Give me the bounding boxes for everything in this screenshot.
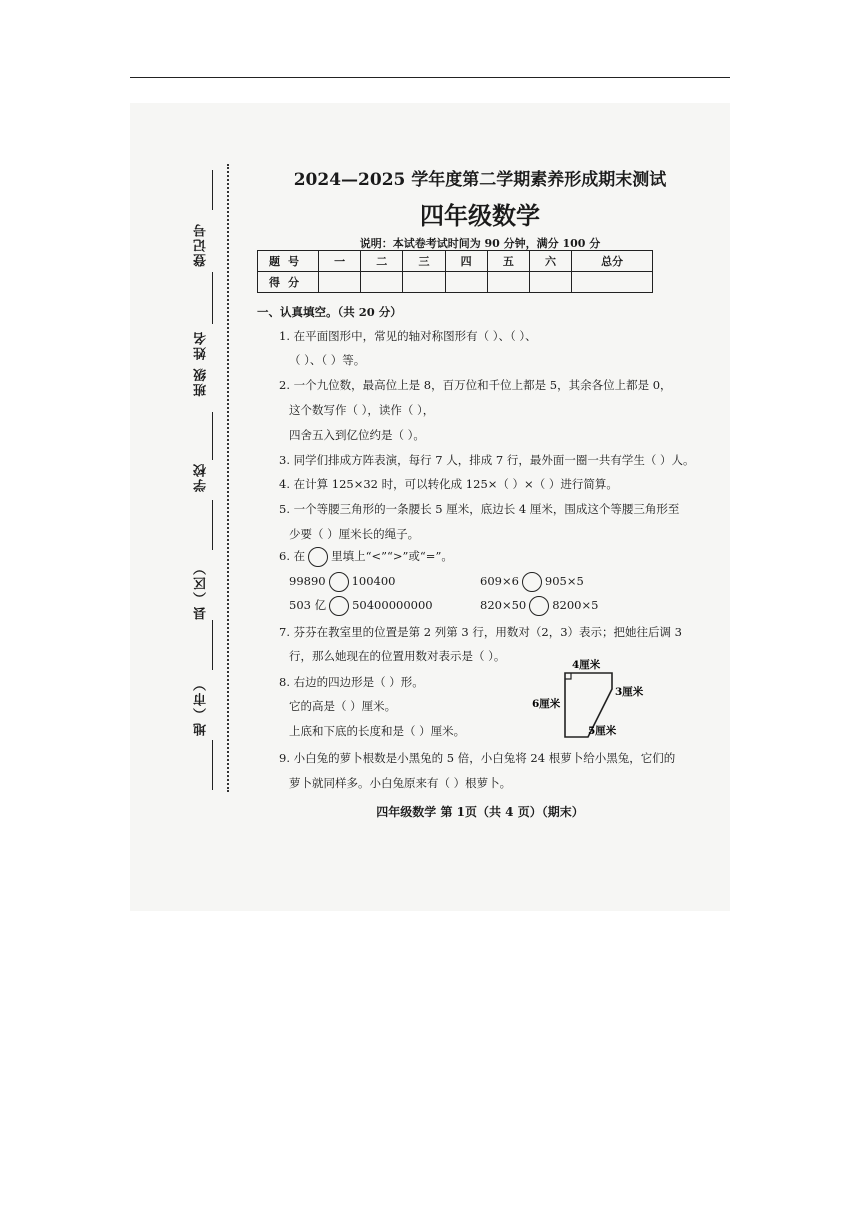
compare-circle[interactable]: [329, 572, 349, 592]
score-header-cell: 四: [445, 251, 487, 272]
class-blank-line: [212, 412, 213, 460]
compare-right: 100400: [351, 574, 396, 588]
q6-suffix: 里填上“<”“>”或“=”。: [331, 549, 453, 563]
name-blank-line: [212, 272, 213, 324]
county-label: 县（区）: [194, 560, 209, 620]
top-rule: [130, 77, 730, 78]
q1-line2: （ ）、（ ）等。: [289, 353, 366, 367]
score-row-label: 得分: [258, 272, 319, 293]
q2-line1: 2. 一个九位数，最高位上是 8，百万位和千位上都是 5，其余各位上都是 0，: [279, 378, 672, 392]
score-cell[interactable]: [487, 272, 529, 293]
score-header-cell: 六: [529, 251, 571, 272]
q1-line1: 1. 在平面图形中，常见的轴对称图形有（ ）、（ ）、: [279, 329, 537, 343]
score-cell[interactable]: [361, 272, 403, 293]
score-header-cell: 题号: [258, 251, 319, 272]
height-label: 6厘米: [532, 698, 561, 710]
school-blank-line: [212, 500, 213, 550]
q2-line2: 这个数写作（ ），读作（ ），: [289, 403, 435, 417]
compare-circle[interactable]: [529, 596, 549, 616]
score-header-cell: 五: [487, 251, 529, 272]
right-angle-mark: [565, 673, 571, 679]
score-header-cell: 三: [403, 251, 445, 272]
score-cell[interactable]: [572, 272, 653, 293]
q6-prefix: 6. 在: [279, 549, 306, 563]
score-table-score-row: [258, 272, 653, 293]
page-footer: 四年级数学 第 1页（共 4 页）（期末）: [376, 805, 584, 819]
binding-dotted-line: [227, 164, 229, 792]
compare-item: [289, 572, 396, 592]
q6-line: [279, 547, 453, 567]
reg-label: 登记号: [194, 222, 209, 267]
city-blank-line: [212, 740, 213, 790]
answer-circle: [308, 547, 328, 567]
compare-right: 8200×5: [552, 598, 599, 612]
compare-left: 99890: [289, 574, 326, 588]
q9-line1: 9. 小白兔的萝卜根数是小黑兔的 5 倍，小白兔将 24 根萝卜给小黑兔，它们的: [279, 751, 676, 765]
right-trapezoid-figure: [520, 655, 650, 740]
score-cell[interactable]: [445, 272, 487, 293]
q4-line: 4. 在计算 125×32 时，可以转化成 125×（ ）×（ ）进行简算。: [279, 477, 618, 491]
compare-left: 609×6: [480, 574, 519, 588]
compare-circle[interactable]: [329, 596, 349, 616]
top-base-label: 4厘米: [572, 659, 601, 671]
compare-left: 503 亿: [289, 598, 327, 612]
compare-item: [289, 596, 433, 616]
q9-line2: 萝卜就同样多。小白兔原来有（ ）根萝卜。: [289, 776, 512, 790]
compare-right: 50400000000: [352, 598, 433, 612]
name-label: 班级 姓名: [194, 330, 209, 397]
city-label: 地（市）: [194, 676, 209, 736]
score-table: [257, 250, 653, 293]
slant-side-label: 5厘米: [588, 725, 617, 737]
compare-right: 905×5: [544, 574, 584, 588]
exam-title: 2024—2025 学年度第二学期素养形成期末测试: [293, 170, 667, 190]
compare-item: [480, 596, 598, 616]
county-blank-line: [212, 620, 213, 670]
compare-circle[interactable]: [522, 572, 542, 592]
q8-line1: 8. 右边的四边形是（ ）形。: [279, 675, 424, 689]
q5-line2: 少要（ ）厘米长的绳子。: [289, 527, 420, 541]
reg-blank-line: [212, 170, 213, 210]
exam-subtitle: 四年级数学: [420, 202, 540, 230]
q7-line2: 行，那么她现在的位置用数对表示是（ ）。: [289, 649, 506, 663]
compare-item: [480, 572, 584, 592]
score-header-cell: 总分: [572, 251, 653, 272]
q8-line3: 上底和下底的长度和是（ ）厘米。: [289, 724, 466, 738]
score-cell[interactable]: [319, 272, 361, 293]
score-cell[interactable]: [529, 272, 571, 293]
score-header-cell: 二: [361, 251, 403, 272]
section1-heading: 一、认真填空。（共 20 分）: [257, 305, 402, 319]
right-side-label: 3厘米: [615, 686, 644, 698]
compare-left: 820×50: [480, 598, 527, 612]
school-label: 学校: [194, 462, 209, 492]
exam-instructions: 说明：本试卷考试时间为 90 分钟，满分 100 分: [359, 237, 601, 250]
q3-line: 3. 同学们排成方阵表演，每行 7 人，排成 7 行，最外面一圈一共有学生（ ）人。: [279, 453, 695, 467]
q7-line1: 7. 芬芬在教室里的位置是第 2 列第 3 行，用数对（2，3）表示；把她往后调 3: [279, 625, 682, 639]
q8-line2: 它的高是（ ）厘米。: [289, 699, 397, 713]
q2-line3: 四舍五入到亿位约是（ ）。: [289, 428, 425, 442]
score-cell[interactable]: [403, 272, 445, 293]
score-header-cell: 一: [319, 251, 361, 272]
q5-line1: 5. 一个等腰三角形的一条腰长 5 厘米，底边长 4 厘米，围成这个等腰三角形至: [279, 502, 680, 516]
score-table-header-row: [258, 251, 653, 272]
